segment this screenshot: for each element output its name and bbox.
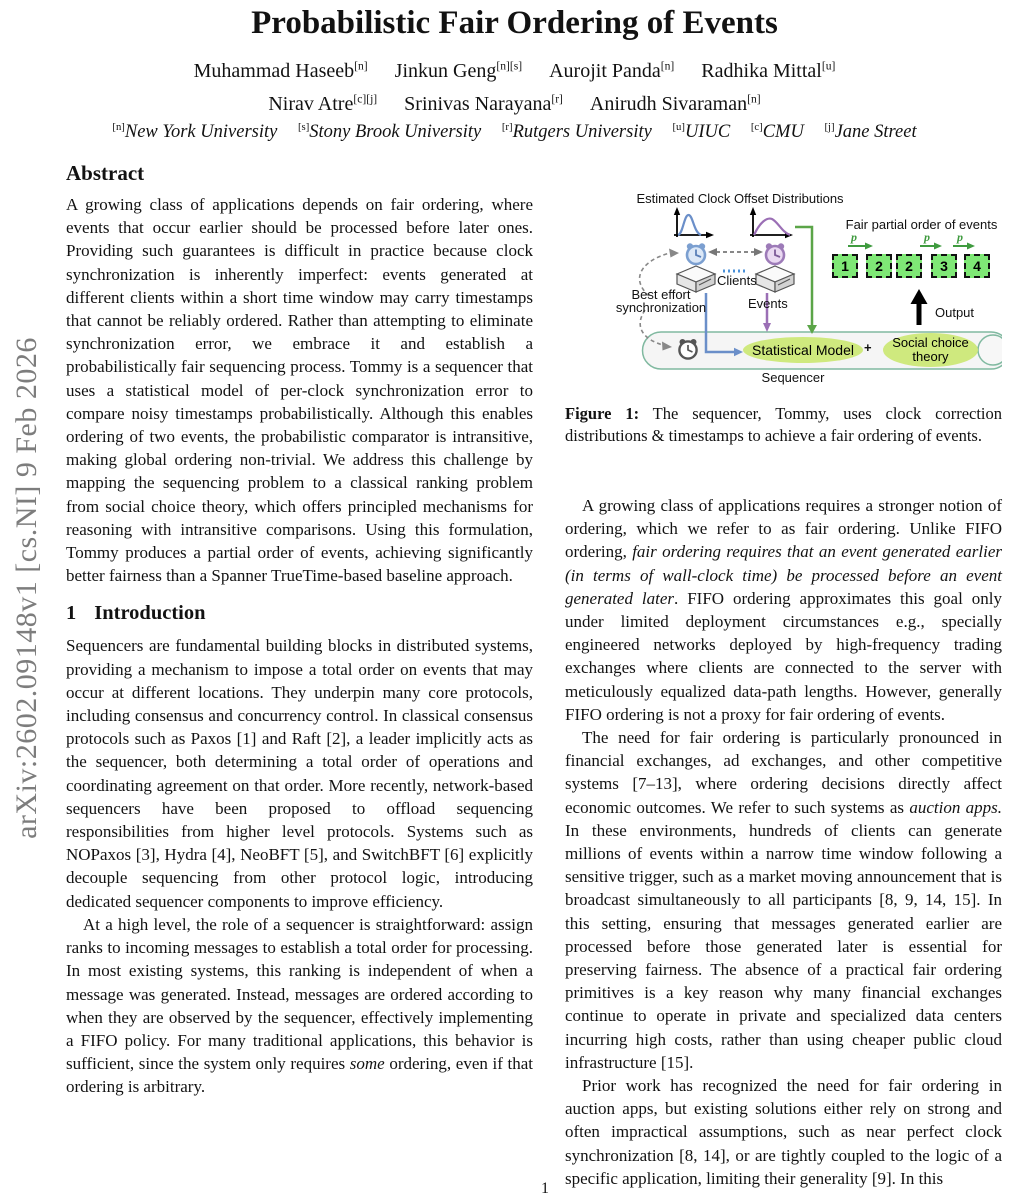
blue-distribution-plot (674, 207, 714, 238)
author-row (0, 93, 1029, 117)
author-affiliation-mark: [n] (660, 59, 675, 72)
partial-order-arrows (848, 243, 975, 250)
author-block (0, 59, 1029, 126)
left-column (66, 161, 533, 1099)
right-column (565, 182, 1002, 1190)
event-box: 1 (832, 254, 858, 278)
fair-partial-order-label: Fair partial order of events (845, 217, 998, 232)
paper-title: Probabilistic Fair Ordering of Events (251, 5, 778, 41)
body-paragraph-2: The need for fair ordering is particularly pronounced in financial exchanges, ad exchanges, and other competitive systems [7–13], where ordering decisions directly affect economic outcomes. We refer to such systems as auction apps. In these environments, hundreds of clients can generate millions of events within a narrow time window following a sensitive trigger, such as a market moving announcement that is broadcast simultaneously to all participants [8, 9, 14, 15]. In this setting, ensuring that messages generated earlier are processed before those generated later is essential for preserving fairness. The absence of a practical fair ordering primitives is a key reason why many financial exchanges continue to operate in private and specialized data centers incurring high costs, rather than using cheaper public cloud infrastructure [15]. (565, 728, 1002, 1072)
body-paragraph-3: Prior work has recognized the need for fair ordering in auction apps, but existing solutions either rely on strong and often impractical assumptions, such as near perfect clock synchronization [8, 14], or are tightly coupled to the logic of a specific application, limiting their generality [9]. In this (565, 1076, 1002, 1188)
affiliation: [r]Rutgers University (501, 121, 652, 143)
social-choice-node: Social choice theory (883, 333, 978, 367)
purple-distribution-plot (750, 207, 793, 238)
output-arrow (911, 289, 928, 325)
event-box: 3 (931, 254, 957, 278)
client-server-icon (756, 266, 794, 292)
distribution-to-model-arrow (795, 227, 817, 334)
purple-clock-icon (766, 243, 784, 264)
author: Radhika Mittal[u] (701, 59, 836, 82)
probability-label: p (924, 230, 930, 244)
affiliation: [s]Stony Brook University (297, 121, 482, 143)
estimated-distributions-label: Estimated Clock Offset Distributions (636, 191, 844, 206)
section-heading-introduction: 1 Introduction (66, 602, 206, 625)
event-box: 2 (866, 254, 892, 278)
author: Jinkun Geng[n][s] (394, 59, 523, 82)
output-label: Output (935, 305, 975, 320)
abstract-text: A growing class of applications depends on fair ordering, where events that occur earlier should be processed before later ones. Providing such guarantees is difficult in practice because clock synchronization is inherently imperfect: events generated at different clients within a short time window may carry timestamps that cannot be reliably ordered. Rather than attempting to eliminate synchronization error, we embrace it and establish a probabilistically fair sequencing process. Tommy is a sequencer that uses a statistical model of per-clock synchronization error to compare noisy timestamps probabilistically. Although this enables ordering of two events, the probabilistic comparator is intransitive, making global ordering non-trivial. We address this challenge by mapping the sequencing problem to a classical ranking problem from social choice theory, which offers principled mechanisms for reasoning with intransitive comparisons. Using this formulation, Tommy produces a partial order of events, achieving significantly better fairness than a Spanner TrueTime-based baseline approach. (66, 195, 533, 586)
author-affiliation-mark: [n][s] (496, 59, 523, 72)
page-number: 1 (541, 1180, 549, 1197)
intro-paragraph-2: At a high level, the role of a sequencer is straightforward: assign ranks to incoming messages to establish a total order for processing. In most existing systems, this ranking is independent of when a message was generated. Instead, messages are ordered according to when they are observed by the sequencer, effectively implementing a FIFO policy. For many traditional applications, this behavior is sufficient, since the system only requires some ordering, even if that ordering is arbitrary. (66, 914, 534, 1097)
sequencer-label: Sequencer (761, 370, 825, 385)
event-box: 4 (964, 254, 990, 278)
affiliation: [u]UIUC (672, 121, 731, 143)
author-affiliation-mark: [u] (821, 59, 836, 72)
intro-paragraph-1: Sequencers are fundamental building blocks in distributed systems, providing a mechanism to impose a total order on events that may occur at different locations. They underpin many core protocols, including consensus and concurrency control. In classical consensus protocols such as Paxos [1] and Raft [2], a leader implicitly acts as the sequencer, both determining a total order of operations and coordinating agreement on that order. More recently, network-based sequencers have been proposed to offload sequencing responsibilities from higher level protocols. Systems such as NOPaxos [3], Hydra [4], NeoBFT [5], and SwitchBFT [6] explicitly decouple sequencing from other protocol logic, introducing dedicated sequencer components to improve efficiency. (66, 636, 533, 911)
events-label: Events (748, 296, 788, 311)
best-effort-label-line2: synchronization (615, 300, 707, 315)
author: Srinivas Narayana[r] (404, 92, 563, 116)
clock-sync-arrow (708, 248, 763, 256)
probability-label: p (851, 230, 857, 244)
arxiv-watermark: arXiv:2602.09148v1 [cs.NI] 9 Feb 2026 (10, 337, 43, 839)
blue-clock-icon (687, 243, 705, 264)
figure-caption: Figure 1: The sequencer, Tommy, uses clock correction distributions & timestamps to achieve a fair ordering of events. (565, 404, 1003, 445)
pill-end-circle (978, 335, 1002, 365)
affiliation: [n]New York University (112, 121, 278, 143)
affiliation-line (0, 121, 1029, 143)
author: Muhammad Haseeb[n] (193, 59, 368, 82)
author: Aurojit Panda[n] (549, 59, 675, 82)
plus-sign: + (864, 340, 872, 355)
author: Anirudh Sivaraman[n] (589, 92, 761, 116)
gray-clock-icon (679, 339, 696, 359)
event-box: 2 (896, 254, 922, 278)
figure-text-gap (565, 447, 1002, 494)
probability-label: p (957, 230, 963, 244)
abstract-heading: Abstract (66, 161, 145, 185)
clients-label: Clients (717, 273, 757, 288)
author-affiliation-mark: [n] (747, 92, 761, 106)
author-affiliation-mark: [n] (354, 59, 368, 72)
figure-1-diagram (565, 182, 1002, 390)
author-affiliation-mark: [c][j] (353, 92, 378, 106)
author-affiliation-mark: [r] (551, 92, 563, 106)
author-row (0, 59, 1029, 83)
statistical-model-node: Statistical Model (743, 337, 863, 363)
affiliation: [j]Jane Street (824, 121, 917, 143)
body-paragraph-1: A growing class of applications requires a stronger notion of ordering, which we refer to as fair ordering. Unlike FIFO ordering, fair ordering requires that an event generated earlier (in terms of wall-clock time) be processed before an event generated later. FIFO ordering approximates this goal only under limited deployment circumstances e.g., specially engineered networks deployed by high-frequency trading exchanges where clients are connected to the server with meticulously equalized data-path lengths. However, generally FIFO ordering is not a proxy for fair ordering of events. (565, 496, 1002, 724)
best-effort-label-line1: Best effort (631, 287, 691, 302)
affiliation: [c]CMU (750, 121, 804, 143)
author: Nirav Atre[c][j] (268, 92, 378, 116)
